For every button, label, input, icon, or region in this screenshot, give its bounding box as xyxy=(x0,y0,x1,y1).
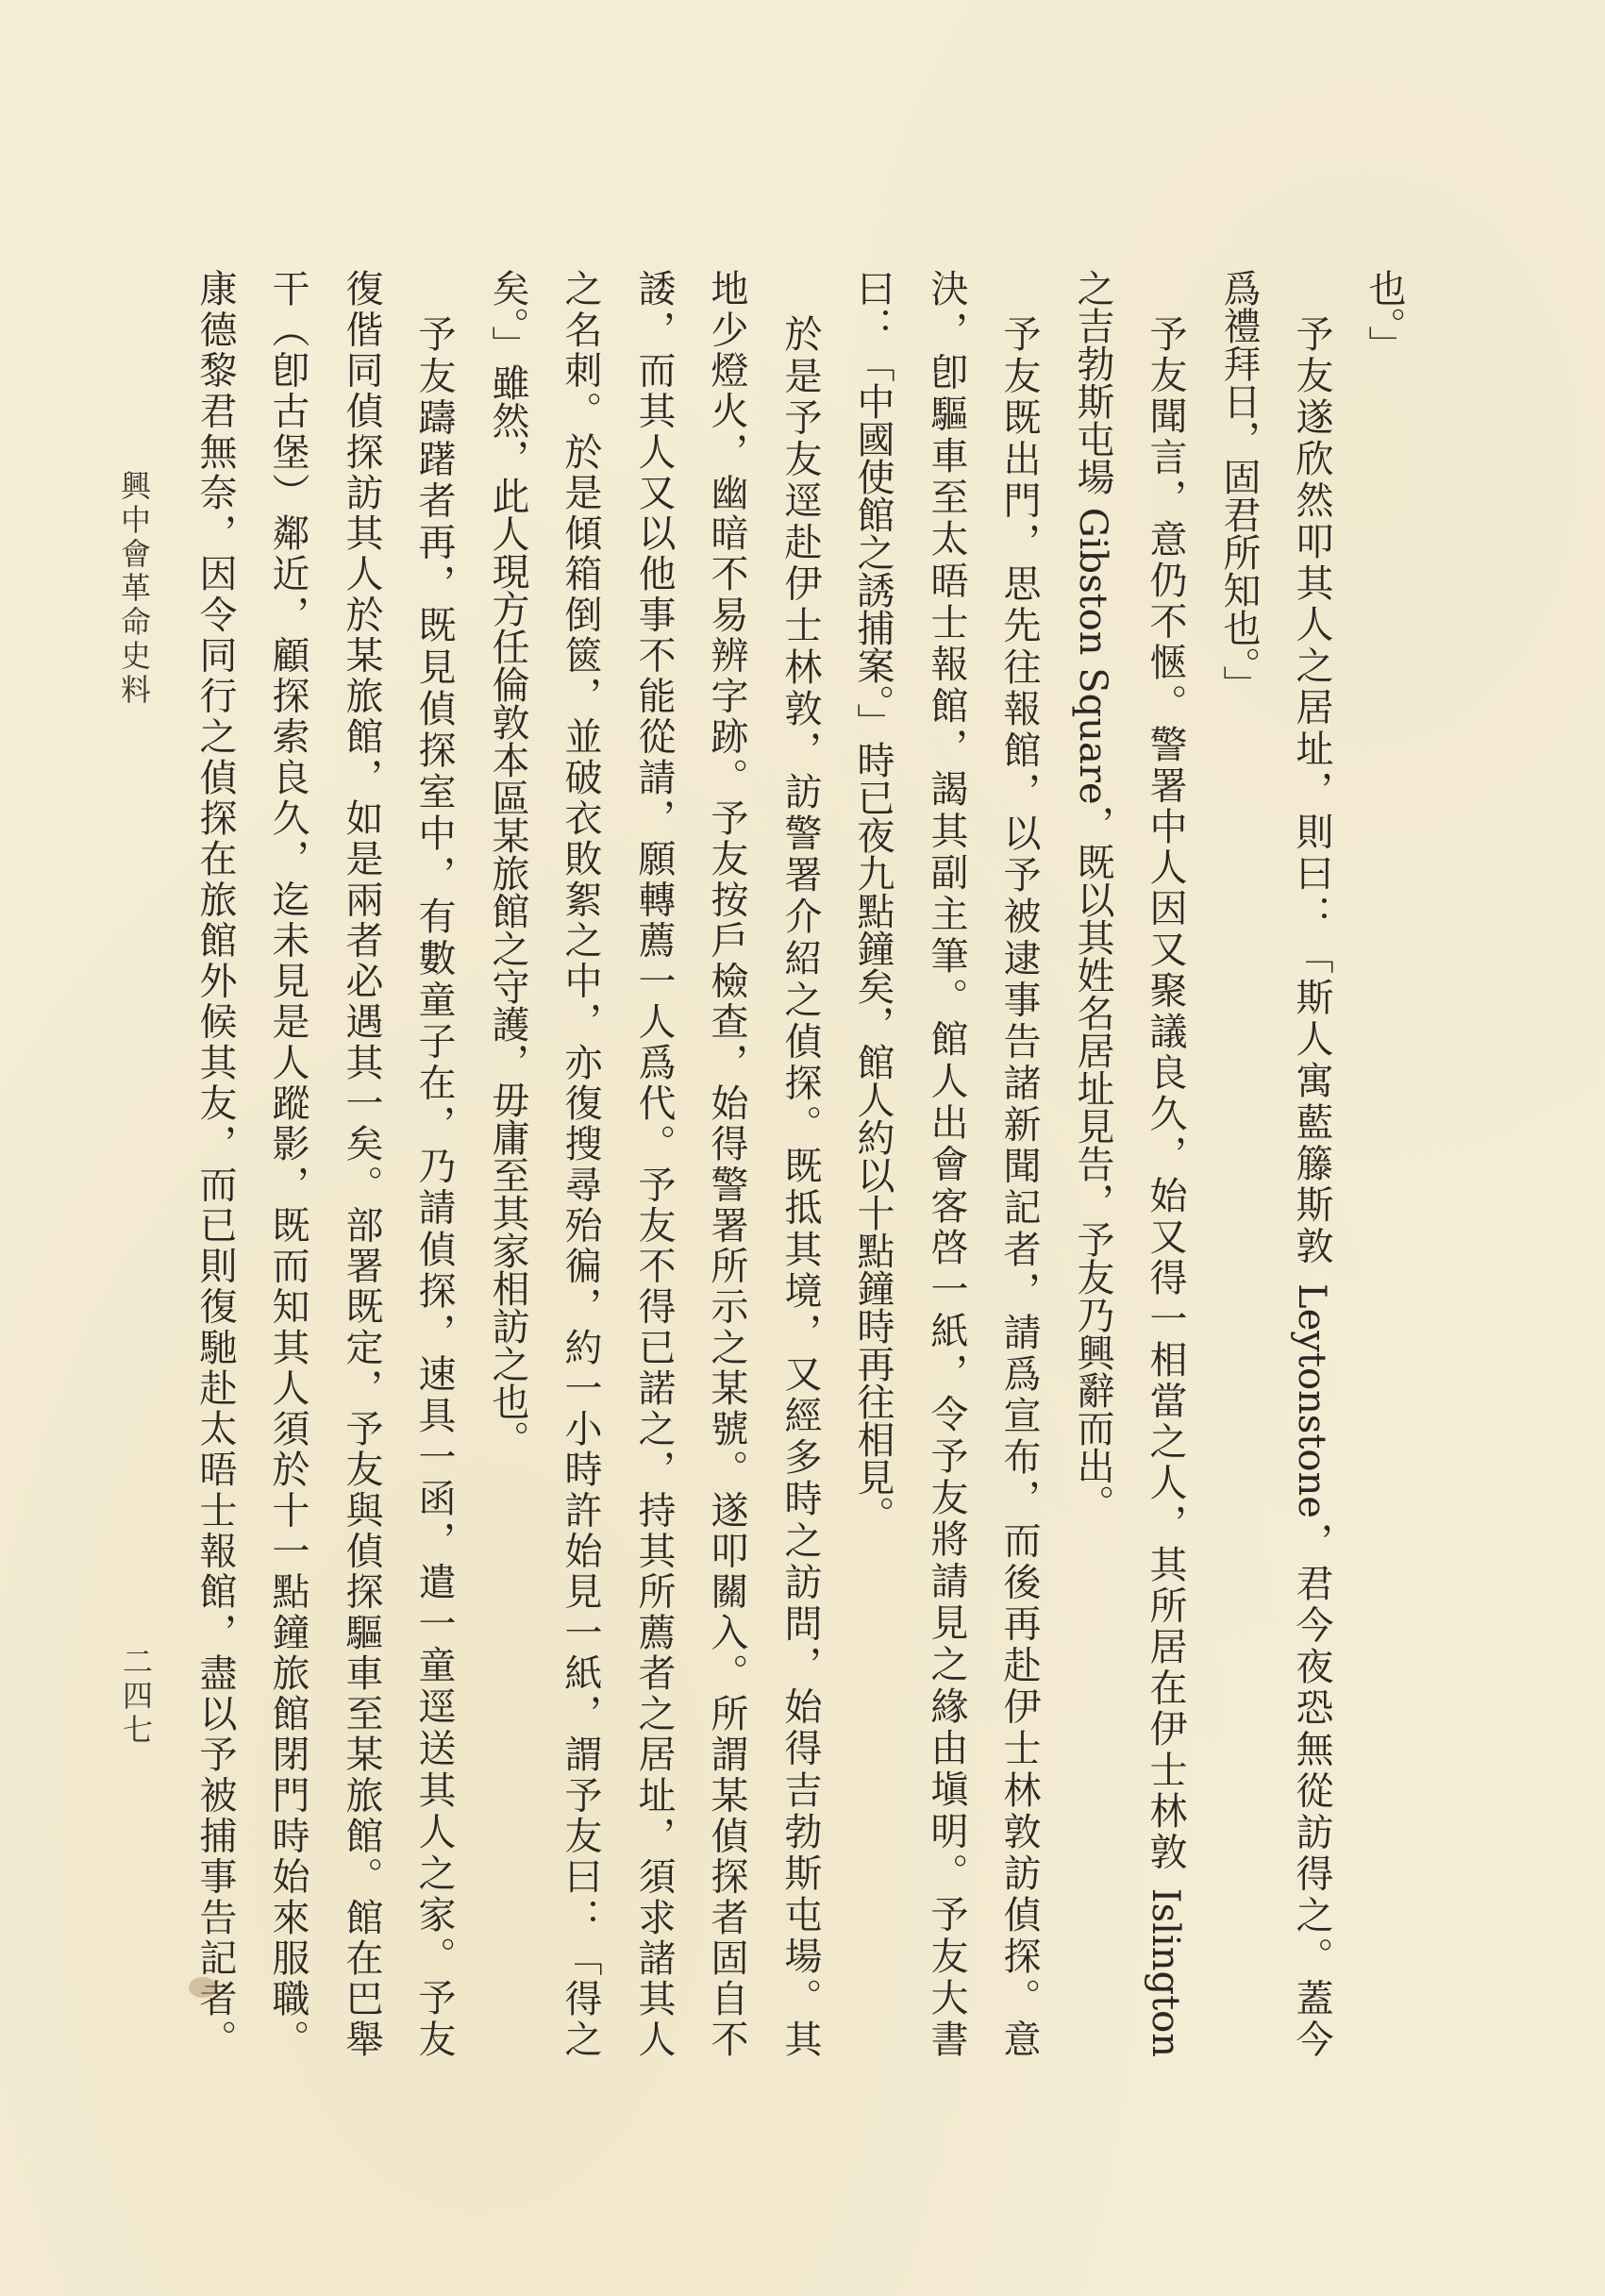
text-column: 予友聞言，意仍不愜。警署中人因又聚議良久，始又得一相當之人，其所居在伊士林敦 Islington xyxy=(1144,314,1187,2057)
text-column: 予友躊躇者再，既見偵探室中，有數童子在，乃請偵探，速具一函，遣一童逕送其人之家。予友 xyxy=(412,314,456,2057)
text-column: 干（卽古堡）鄰近，顧探索良久，迄未見是人蹤影，既而知其人須於十一點鐘旅館閉門時始來服職。 xyxy=(266,269,309,2057)
text-column: 決，卽驅車至太晤士報館，謁其副主筆。館人出會客啓一紙，令予友將請見之緣由塡明。予友大書 xyxy=(925,269,968,2057)
text-column: 諉，而其人又以他事不能從請，願轉薦一人爲代。予友不得已諾之，持其所薦者之居址，須求諸其人 xyxy=(632,269,676,2057)
text-column: 予友既出門，思先往報館，以予被逮事告諸新聞記者，請爲宣布，而後再赴伊士林敦訪偵探。意 xyxy=(997,314,1041,2057)
text-column: 之吉勃斯屯場 Gibston Square，既以其姓名居址見告，予友乃興辭而出。 xyxy=(1071,269,1114,1522)
text-column: 復偕同偵探訪其人於某旅館，如是兩者必遇其一矣。部署既定，予友與偵探驅車至某旅館。館在巴舉 xyxy=(340,269,383,2057)
text-column: 矣。」雖然，此人現方任倫敦本區某旅館之守護，毋庸至其家相訪之也。 xyxy=(486,269,529,1458)
text-column: 予友遂欣然叩其人之居址，則曰：「斯人寓藍籐斯敦 Leytonstone，君今夜恐無從訪得之。蓋今 xyxy=(1290,314,1333,2057)
text-column: 之名刺。於是傾箱倒篋，並破衣敗絮之中，亦復搜尋殆徧，約一小時許始見一紙，謂予友曰：「得之 xyxy=(559,269,602,2057)
text-column: 爲禮拜日，固君所知也。」 xyxy=(1217,269,1261,703)
text-column: 也。」 xyxy=(1363,269,1406,363)
text-column: 康德黎君無奈，因令同行之偵探在旅館外候其友，而已則復馳赴太晤士報館，盡以予被捕事告記者。 xyxy=(193,269,237,2057)
text-column: 曰：「中國使館之誘捕案。」時已夜九點鐘矣，館人約以十點鐘時再往相見。 xyxy=(851,269,894,1533)
running-footer-title: 興中會革命史料 xyxy=(116,470,152,708)
text-column: 於是予友逕赴伊士林敦，訪警署介紹之偵探。既抵其境，又經多時之訪問，始得吉勃斯屯場。其 xyxy=(778,314,822,2057)
paper-stain xyxy=(189,1977,217,1998)
page-number: 二四七 xyxy=(118,1646,154,1748)
text-column: 地少燈火，幽暗不易辨字跡。予友按戶檢查，始得警署所示之某號。遂叩關入。所謂某偵探者固自不 xyxy=(705,269,748,2057)
